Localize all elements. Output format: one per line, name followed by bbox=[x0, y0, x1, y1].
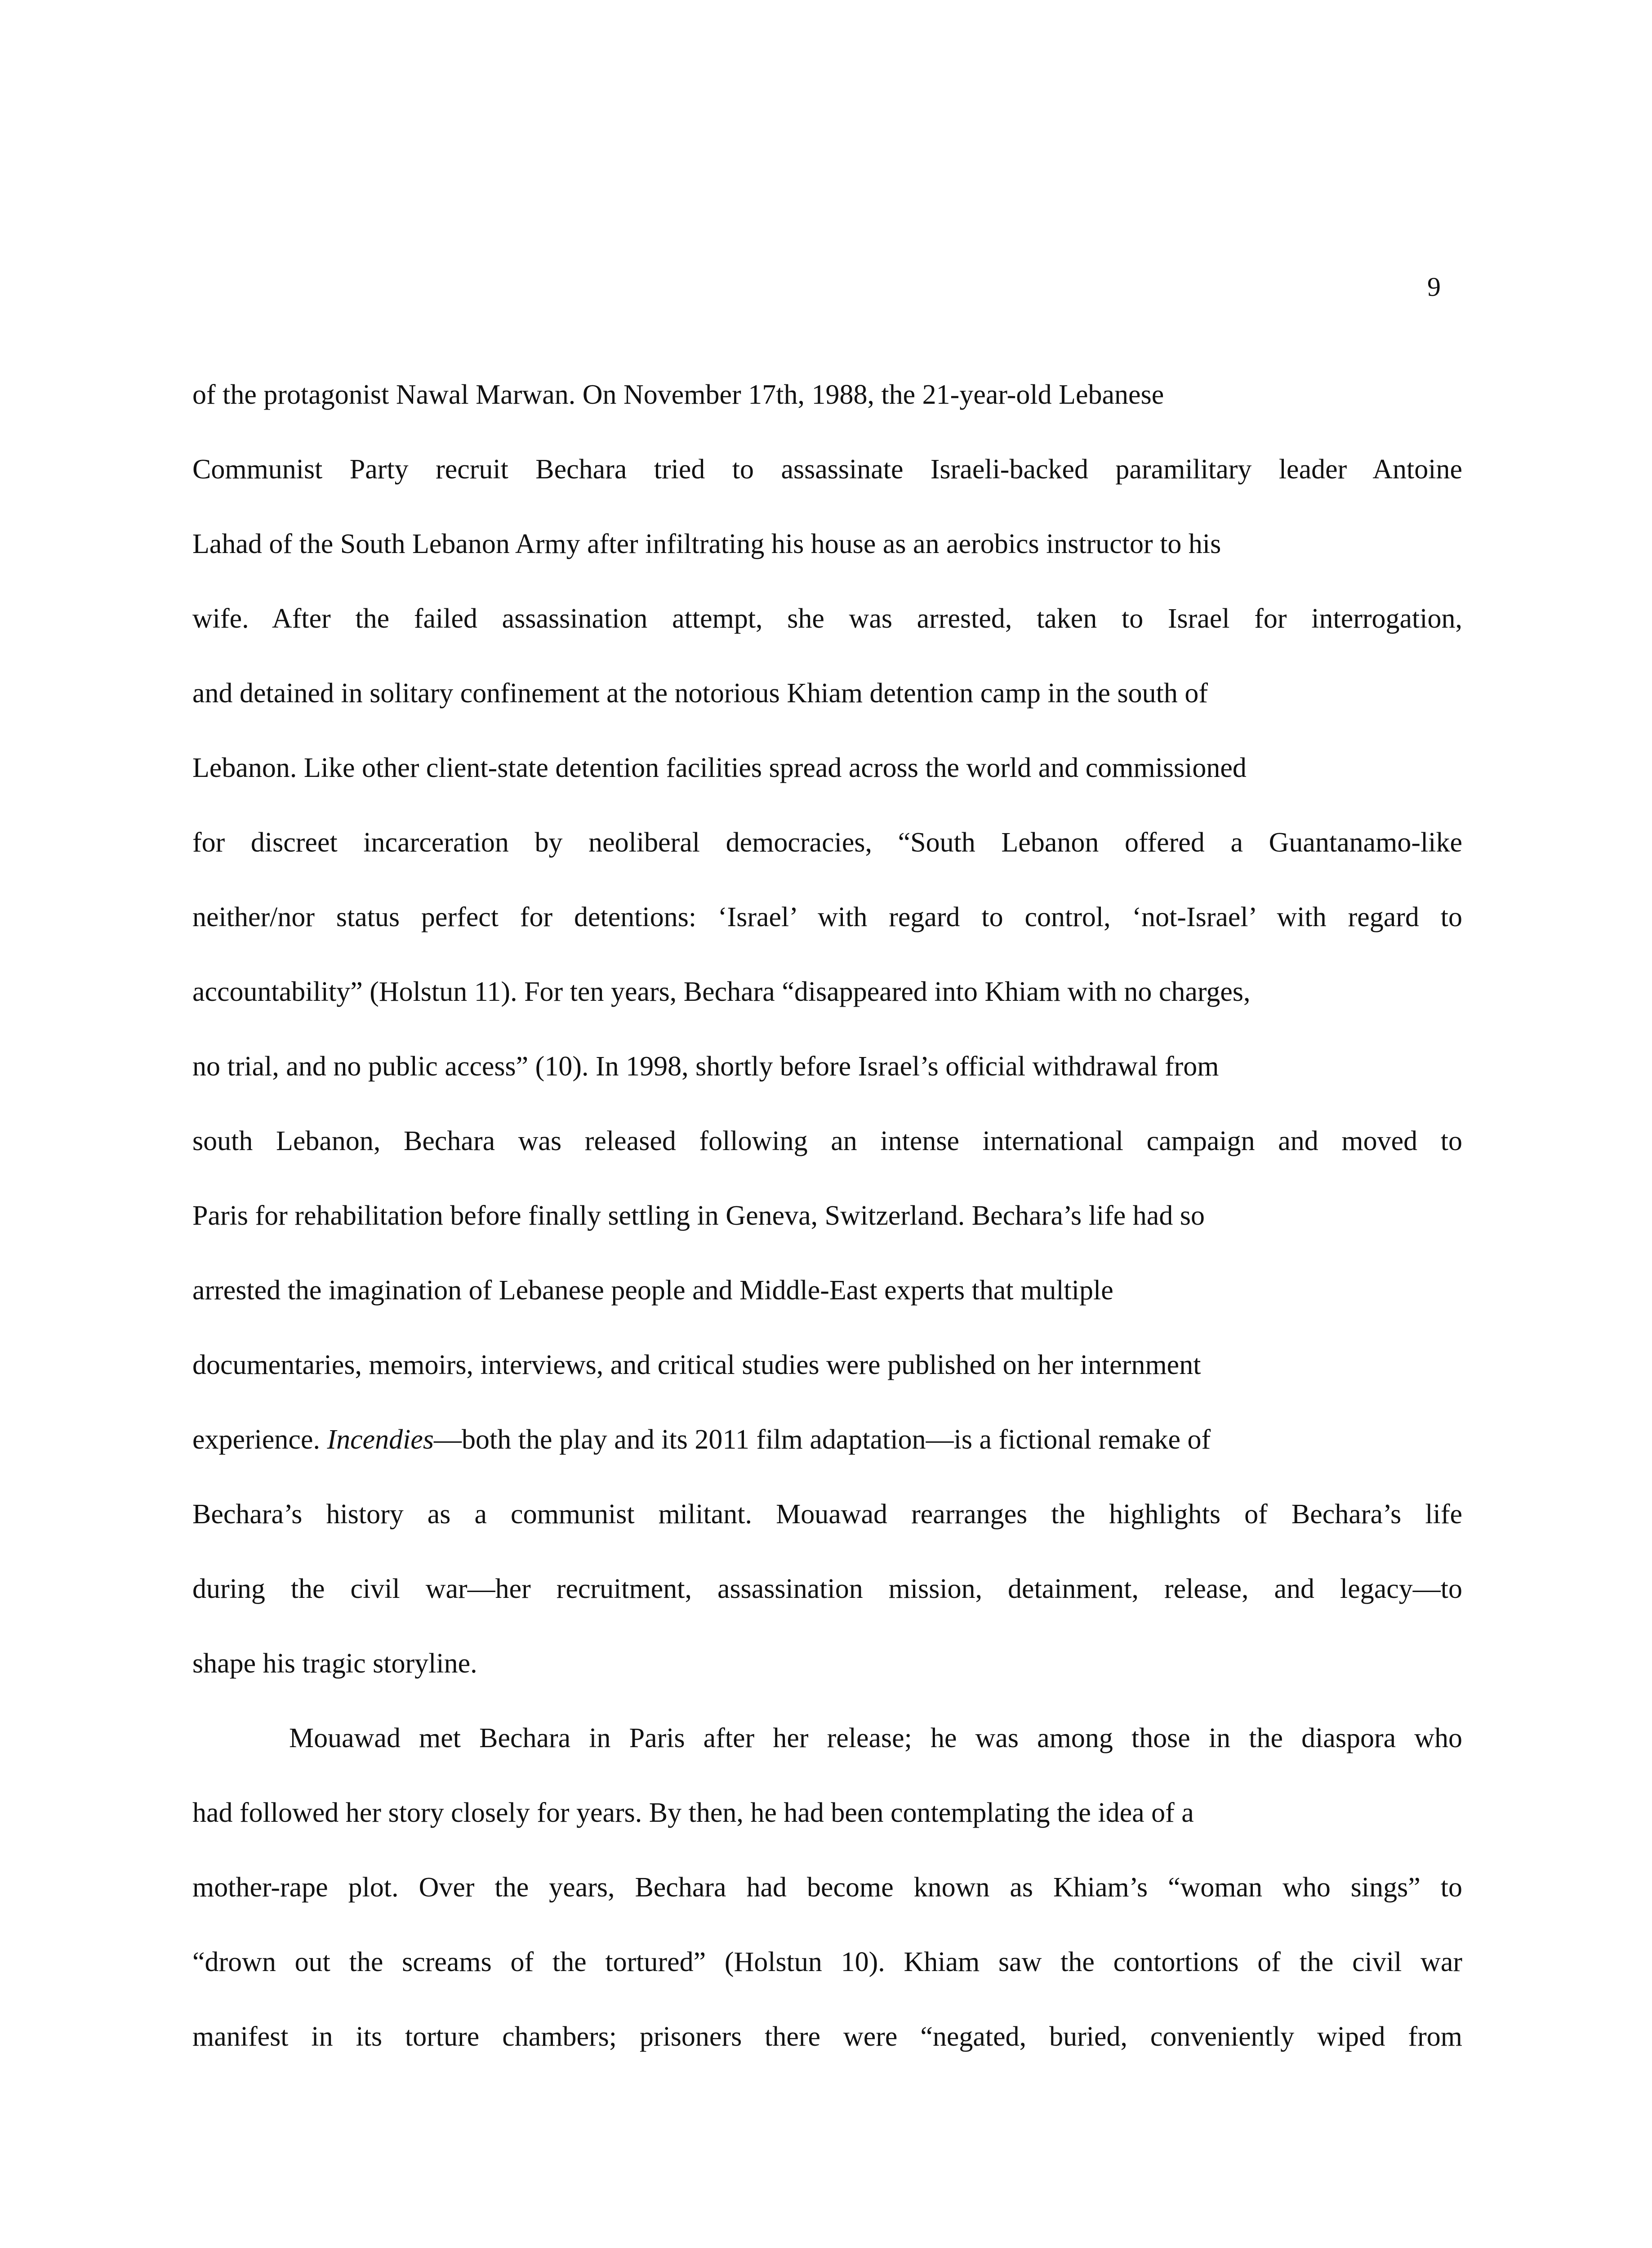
text-line: south Lebanon, Bechara was released following an intense international campaign and moved to bbox=[192, 1126, 1462, 1156]
text-line: manifest in its torture chambers; prisoners there were “negated, buried, conveniently wiped from bbox=[192, 2021, 1462, 2052]
body-text bbox=[192, 380, 1462, 2096]
text-line: “drown out the screams of the tortured” (Holstun 10). Khiam saw the contortions of the civil war bbox=[192, 1947, 1462, 1977]
text-line: of the protagonist Nawal Marwan. On November 17th, 1988, the 21-year-old Lebanese bbox=[192, 379, 1164, 410]
text-line: mother-rape plot. Over the years, Bechara had become known as Khiam’s “woman who sings” to bbox=[192, 1872, 1462, 1903]
text-line: Communist Party recruit Bechara tried to assassinate Israeli-backed paramilitary leader Antoine bbox=[192, 454, 1462, 485]
page-number: 9 bbox=[1427, 272, 1441, 302]
text-line bbox=[192, 1425, 1462, 1499]
text-segment: experience. bbox=[192, 1424, 327, 1455]
text-line: and detained in solitary confinement at the notorious Khiam detention camp in the south of bbox=[192, 678, 1208, 709]
italic-title: Incendies bbox=[327, 1424, 434, 1455]
text-line: Paris for rehabilitation before finally settling in Geneva, Switzerland. Bechara’s life had so bbox=[192, 1200, 1205, 1231]
text-line: during the civil war—her recruitment, assassination mission, detainment, release, and legacy—to bbox=[192, 1574, 1462, 1604]
text-line: for discreet incarceration by neoliberal democracies, “South Lebanon offered a Guantanamo-like bbox=[192, 827, 1462, 858]
text-line: accountability” (Holstun 11). For ten years, Bechara “disappeared into Khiam with no charges, bbox=[192, 977, 1251, 1007]
text-line: Mouawad met Bechara in Paris after her release; he was among those in the diaspora who bbox=[289, 1723, 1462, 1753]
text-segment: —both the play and its 2011 film adaptation—is a fictional remake of bbox=[434, 1424, 1211, 1455]
text-line: no trial, and no public access” (10). In 1998, shortly before Israel’s official withdrawal from bbox=[192, 1051, 1219, 1082]
text-line: neither/nor status perfect for detentions: ‘Israel’ with regard to control, ‘not-Israel’ with regard to bbox=[192, 902, 1462, 932]
text-line: Lebanon. Like other client-state detention facilities spread across the world and commissioned bbox=[192, 753, 1247, 783]
text-line: Bechara’s history as a communist militant. Mouawad rearranges the highlights of Bechara’s life bbox=[192, 1499, 1462, 1530]
text-line: documentaries, memoirs, interviews, and critical studies were published on her internment bbox=[192, 1350, 1201, 1380]
text-line: wife. After the failed assassination attempt, she was arrested, taken to Israel for interrogation, bbox=[192, 603, 1462, 634]
text-line: Lahad of the South Lebanon Army after infiltrating his house as an aerobics instructor to his bbox=[192, 529, 1221, 559]
text-line: had followed her story closely for years. By then, he had been contemplating the idea of a bbox=[192, 1798, 1194, 1828]
text-line: arrested the imagination of Lebanese people and Middle-East experts that multiple bbox=[192, 1275, 1113, 1306]
text-line: shape his tragic storyline. bbox=[192, 1648, 477, 1679]
